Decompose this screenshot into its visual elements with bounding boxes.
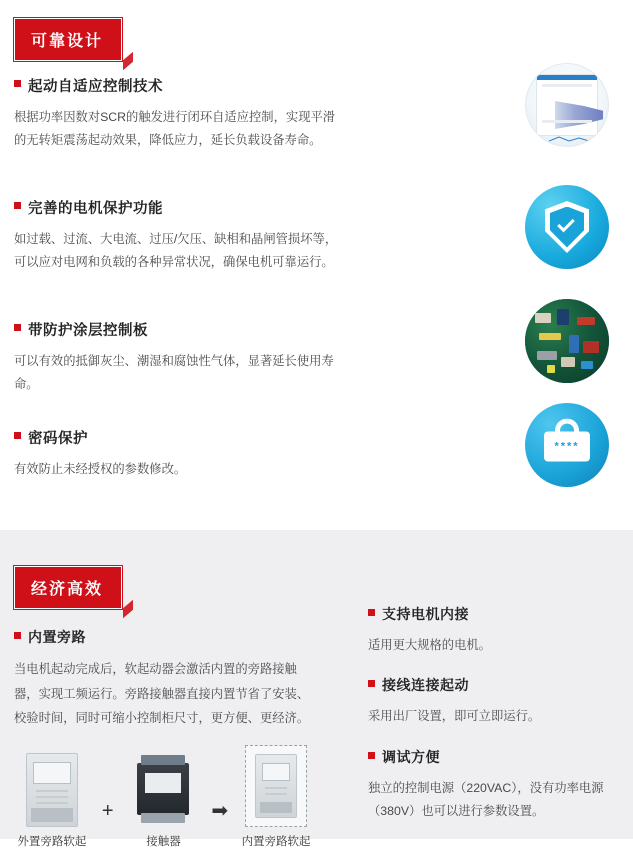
feature-body: 如过载、过流、大电流、过压/欠压、缺相和晶闸管损坏等，可以应对电网和负载的各种异常状况，确保电机可靠运行。 — [14, 232, 338, 269]
bypass-title — [14, 627, 314, 647]
benefit-title — [368, 675, 618, 695]
benefit-body: 独立的控制电源（220VAC），没有功率电源（380V）也可以进行参数设置。 — [368, 780, 604, 819]
square-bullet-icon — [368, 609, 375, 616]
starter-display-icon — [262, 763, 290, 781]
starter-base — [260, 802, 292, 813]
benefit-title — [368, 747, 618, 767]
external-bypass-caption: 外置旁路软起 — [17, 835, 87, 848]
starter-vent — [36, 802, 68, 804]
economic-efficient-section — [0, 530, 633, 848]
bypass-body: 当电机起动完成后，软起动器会激活内置的旁路接触器，实现工频运行。旁路接触器直接内置节省了安装、校验时间，同时可缩小控制柜尺寸，更方便、更经济。 — [14, 662, 310, 726]
builtin-bypass-caption: 内置旁路软起 — [241, 835, 311, 848]
feature-body: 可以有效的抵御灰尘、潮湿和腐蚀性气体，显著延长使用寿命。 — [14, 354, 334, 391]
contactor-terminals-top — [141, 755, 185, 765]
pcb-component — [581, 361, 593, 369]
economic-inner — [0, 530, 633, 848]
shield-check-icon — [525, 185, 609, 269]
feature-item — [14, 427, 633, 519]
pcb-surface — [525, 299, 609, 383]
feature-item — [14, 319, 633, 411]
benefit-body: 采用出厂设置，即可立即运行。 — [368, 709, 541, 724]
feature-body: 根据功率因数对SCR的触发进行闭环自适应控制，实现平滑的无转矩震荡起动效果，降低应力，延长负载设备寿命。 — [14, 110, 336, 147]
bypass-title-text: 内置旁路 — [28, 629, 86, 645]
benefits-column — [368, 604, 618, 841]
economic-heading-wrap — [14, 548, 633, 609]
external-bypass-product — [14, 753, 90, 849]
feature-item — [14, 75, 633, 183]
chart-screen-icon — [525, 63, 609, 147]
lock-body-icon — [544, 432, 590, 462]
password-lock-icon — [525, 403, 609, 487]
contactor-face — [145, 773, 181, 793]
pcb-component — [577, 317, 595, 325]
plus-operator-icon: + — [101, 799, 114, 822]
starter-vent — [265, 787, 287, 789]
reliable-design-heading-wrap — [0, 0, 633, 61]
pcb-component — [583, 341, 599, 353]
waveform-icon — [549, 135, 609, 143]
starter-display-icon — [33, 762, 71, 784]
pcb-board-icon — [525, 299, 609, 383]
starter-vent — [265, 793, 287, 795]
starter-vent — [36, 796, 68, 798]
feature-title-text: 带防护涂层控制板 — [28, 323, 148, 339]
bypass-column — [14, 627, 314, 849]
feature-body: 有效防止未经授权的参数修改。 — [14, 462, 187, 476]
mini-row — [542, 120, 592, 123]
square-bullet-icon — [14, 432, 21, 439]
benefit-title — [368, 604, 618, 624]
shield-inner-icon — [550, 207, 584, 248]
mini-screenshot — [536, 74, 598, 136]
contactor-terminals-bottom — [141, 813, 185, 823]
benefit-body: 适用更大规格的电机。 — [368, 638, 491, 652]
contactor-product — [126, 747, 202, 849]
mini-row — [542, 84, 592, 87]
feature-list — [0, 75, 633, 519]
feature-item — [14, 197, 633, 305]
square-bullet-icon — [14, 80, 21, 87]
feature-title-text: 起动自适应控制技术 — [28, 79, 163, 95]
arrow-right-icon: ➡ — [211, 799, 229, 822]
builtin-bypass-outline — [245, 745, 307, 827]
contactor-icon — [137, 763, 189, 815]
pcb-component — [539, 333, 561, 340]
funnel-shape-icon — [555, 101, 603, 129]
feature-title — [14, 319, 473, 340]
pcb-component — [557, 309, 569, 325]
feature-title — [14, 197, 473, 218]
square-bullet-icon — [14, 632, 21, 639]
benefit-title-text: 支持电机内接 — [382, 606, 469, 622]
square-bullet-icon — [368, 752, 375, 759]
check-icon — [557, 214, 575, 232]
square-bullet-icon — [14, 202, 21, 209]
pcb-component — [535, 313, 551, 323]
password-dots: **** — [554, 440, 580, 453]
benefit-title-text: 调试方便 — [382, 748, 440, 765]
pcb-component — [569, 335, 579, 353]
starter-vent — [36, 790, 68, 792]
bypass-diagram — [14, 745, 314, 849]
soft-starter-icon — [255, 754, 297, 818]
pcb-component — [547, 365, 555, 373]
pcb-component — [561, 357, 575, 367]
square-bullet-icon — [368, 680, 375, 687]
mini-titlebar — [537, 75, 597, 80]
shield-outline-icon — [545, 201, 589, 253]
feature-title-text: 完善的电机保护功能 — [28, 201, 163, 217]
benefit-title-text: 接线连接起动 — [382, 677, 469, 694]
builtin-bypass-product — [238, 745, 314, 849]
soft-starter-icon — [26, 753, 78, 827]
starter-base — [31, 808, 73, 822]
economic-heading: 经济高效 — [14, 566, 122, 609]
feature-title-text: 密码保护 — [28, 431, 88, 447]
square-bullet-icon — [14, 324, 21, 331]
reliable-design-heading: 可靠设计 — [14, 18, 122, 61]
contactor-caption: 接触器 — [146, 835, 181, 848]
feature-title — [14, 427, 473, 448]
pcb-component — [537, 351, 557, 360]
feature-title — [14, 75, 473, 96]
